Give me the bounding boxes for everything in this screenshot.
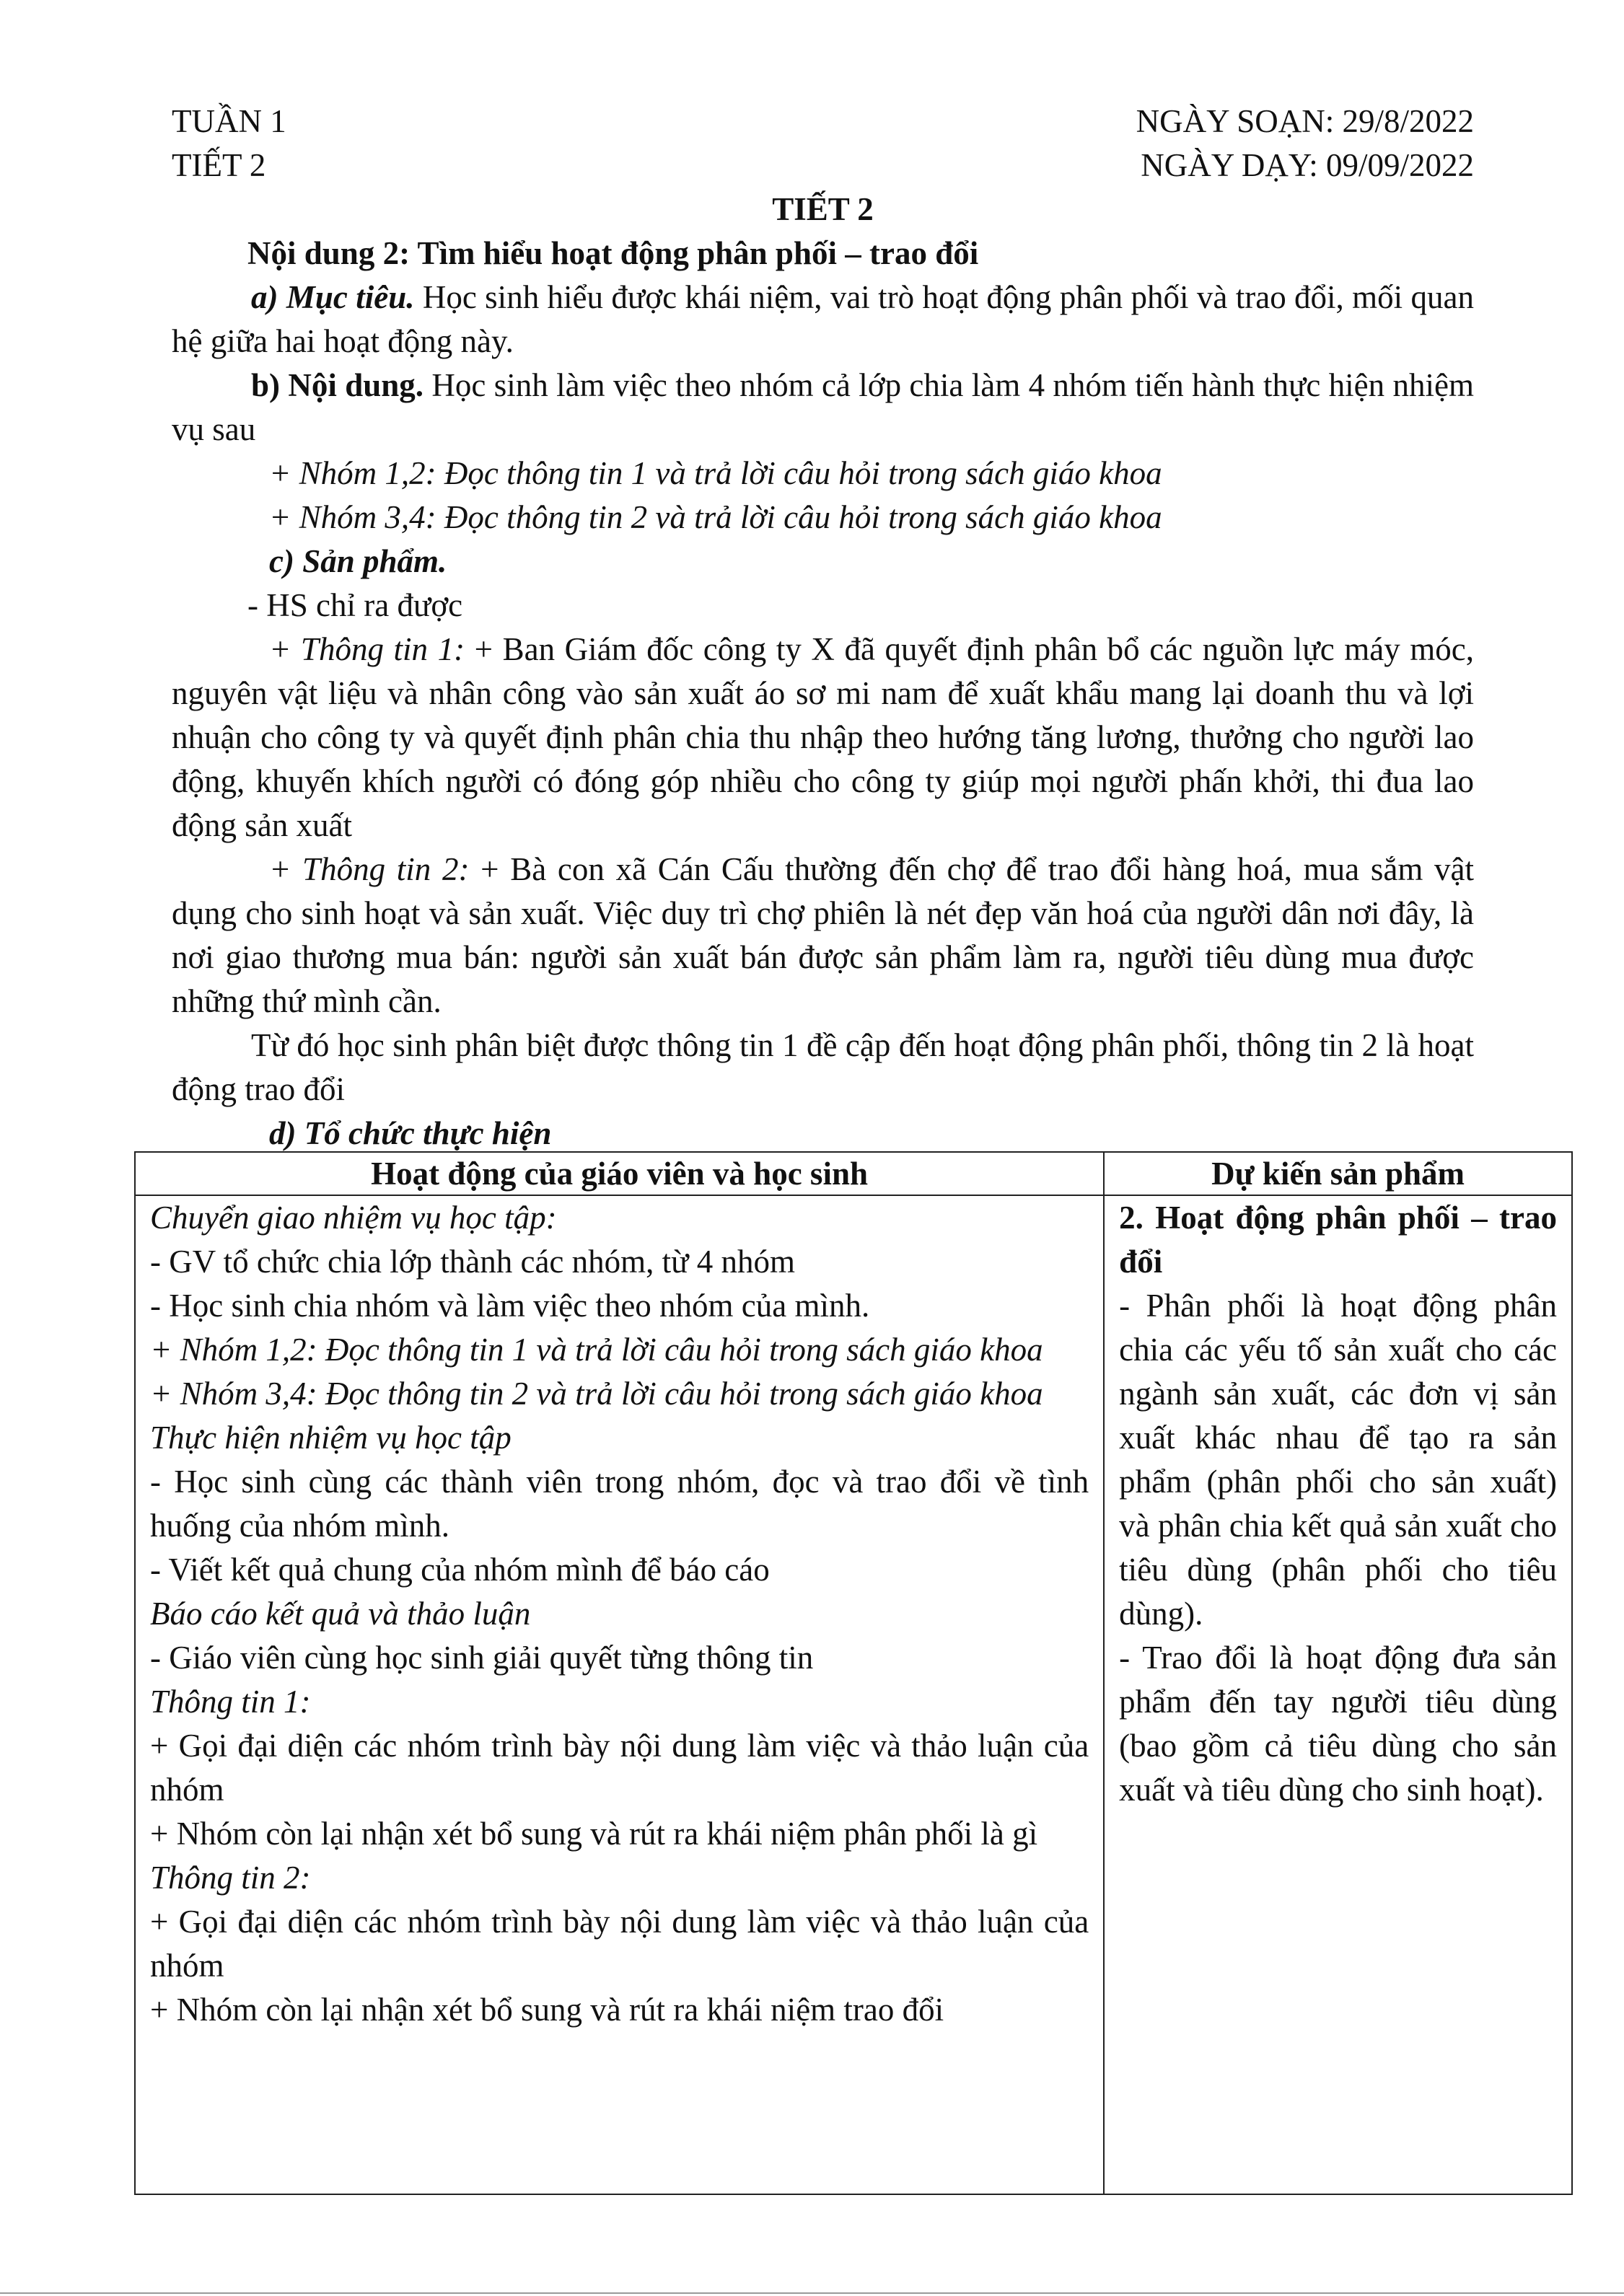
- product-intro: - HS chỉ ra được: [247, 587, 463, 623]
- organization-table: [134, 1151, 1573, 2195]
- info1-text: + Ban Giám đốc công ty X đã quyết định phân bổ các nguồn lực máy móc, nguyên vật liệu và nhân công vào sản xuất áo sơ mi nam để xuất khẩu mang lại doanh thu và lợi nhuận cho công ty và quyết định phân chia thu nhập theo hướng tăng lương, thưởng cho người lao động, khuyến khích người có đóng góp nhiều cho công ty giúp mọi người phấn khởi, thi đua lao động sản xuất: [172, 631, 1475, 843]
- group12-task: + Nhóm 1,2: Đọc thông tin 1 và trả lời câu hỏi trong sách giáo khoa: [269, 455, 1162, 491]
- week-label: TUẦN 1: [172, 103, 286, 139]
- expected-cell: [1104, 1195, 1572, 2194]
- document-page: [172, 100, 1474, 1156]
- goal-text: Học sinh hiểu được khái niệm, vai trò hoạt động phân phối và trao đổi, mối quan hệ giữa hai hoạt động này.: [172, 279, 1474, 359]
- teach-date: NGÀY DẠY: 09/09/2022: [1141, 147, 1474, 183]
- expected-item-exchange: - Trao đổi là hoạt động đưa sản phẩm đến tay người tiêu dùng (bao gồm cả tiêu dùng cho sản xuất và tiêu dùng cho sinh hoạt).: [1119, 1640, 1557, 1808]
- goal-label: a) Mục tiêu.: [251, 279, 415, 315]
- activity-line: + Gọi đại diện các nhóm trình bày nội dung làm việc và thảo luận của nhóm: [150, 1728, 1089, 1808]
- info1-paragraph: [172, 628, 1474, 848]
- header-row-1: [172, 100, 1474, 144]
- organize-label: d) Tổ chức thực hiện: [269, 1115, 552, 1151]
- activity-line: - Giáo viên cùng học sinh giải quyết từng thông tin: [150, 1640, 814, 1676]
- goal-paragraph: [172, 276, 1474, 364]
- info2-paragraph: [172, 848, 1474, 1024]
- col-activities-header: Hoạt động của giáo viên và học sinh: [135, 1152, 1104, 1195]
- section-heading: Nội dung 2: Tìm hiểu hoạt động phân phối – trao đổi: [247, 235, 979, 271]
- page-title: TIẾT 2: [772, 191, 874, 227]
- expected-title: 2. Hoạt động phân phối – trao đổi: [1119, 1200, 1557, 1280]
- conclusion-paragraph: Từ đó học sinh phân biệt được thông tin 1 đề cập đến hoạt động phân phối, thông tin 2 là hoạt động trao đổi: [172, 1027, 1474, 1107]
- activities-list: [150, 1196, 1089, 2032]
- activity-line: Thông tin 2:: [150, 1860, 311, 1896]
- table-header-row: [135, 1152, 1572, 1195]
- activity-line: + Nhóm 3,4: Đọc thông tin 2 và trả lời câu hỏi trong sách giáo khoa: [150, 1376, 1043, 1412]
- activity-line: - GV tổ chức chia lớp thành các nhóm, từ 4 nhóm: [150, 1244, 796, 1280]
- group34-task: + Nhóm 3,4: Đọc thông tin 2 và trả lời câu hỏi trong sách giáo khoa: [269, 499, 1162, 535]
- activity-line: Thông tin 1:: [150, 1684, 311, 1720]
- prep-date: NGÀY SOẠN: 29/8/2022: [1136, 103, 1474, 139]
- info2-text: + Bà con xã Cán Cấu thường đến chợ để trao đổi hàng hoá, mua sắm vật dụng cho sinh hoạt và sản xuất. Việc duy trì chợ phiên là nét đẹp văn hoá của người dân nơi đây, là nơi giao thương mua bán: người sản xuất bán được sản phẩm làm ra, người tiêu dùng mua được những thứ mình cần.: [172, 851, 1475, 1019]
- activity-line: + Nhóm còn lại nhận xét bổ sung và rút ra khái niệm trao đổi: [150, 1992, 944, 2028]
- activities-cell: [135, 1195, 1104, 2194]
- activity-line: Báo cáo kết quả và thảo luận: [150, 1596, 531, 1632]
- expected-item-distribution: - Phân phối là hoạt động phân chia các yếu tố sản xuất cho các ngành sản xuất, các đơn vị sản xuất khác nhau để tạo ra sản phẩm (phân phối cho sản xuất) và phân chia kết quả sản xuất cho tiêu dùng (phân phối cho tiêu dùng).: [1119, 1288, 1557, 1632]
- period-label: TIẾT 2: [172, 147, 266, 183]
- page-bottom-rule: [0, 2292, 1624, 2294]
- activity-line: - Viết kết quả chung của nhóm mình để báo cáo: [150, 1552, 770, 1588]
- activity-line: + Nhóm 1,2: Đọc thông tin 1 và trả lời câu hỏi trong sách giáo khoa: [150, 1332, 1043, 1368]
- table-row: [135, 1195, 1572, 2194]
- activity-line: + Gọi đại diện các nhóm trình bày nội dung làm việc và thảo luận của nhóm: [150, 1904, 1089, 1984]
- product-label: c) Sản phẩm.: [269, 543, 447, 579]
- activity-line: - Học sinh cùng các thành viên trong nhóm, đọc và trao đổi về tình huống của nhóm mình.: [150, 1464, 1089, 1544]
- activity-line: Chuyển giao nhiệm vụ học tập:: [150, 1200, 557, 1236]
- content-paragraph: [172, 364, 1474, 452]
- header-row-2: [172, 144, 1474, 188]
- activity-line: Thực hiện nhiệm vụ học tập: [150, 1420, 512, 1456]
- activity-line: - Học sinh chia nhóm và làm việc theo nhóm của mình.: [150, 1288, 870, 1324]
- content-label: b) Nội dung.: [251, 367, 424, 403]
- activity-line: + Nhóm còn lại nhận xét bổ sung và rút ra khái niệm phân phối là gì: [150, 1816, 1038, 1852]
- col-expected-header: Dự kiến sản phẩm: [1104, 1152, 1572, 1195]
- info2-label: + Thông tin 2:: [269, 851, 470, 887]
- info1-label: + Thông tin 1:: [269, 631, 465, 667]
- content-text: Học sinh làm việc theo nhóm cả lớp chia làm 4 nhóm tiến hành thực hiện nhiệm vụ sau: [172, 367, 1474, 447]
